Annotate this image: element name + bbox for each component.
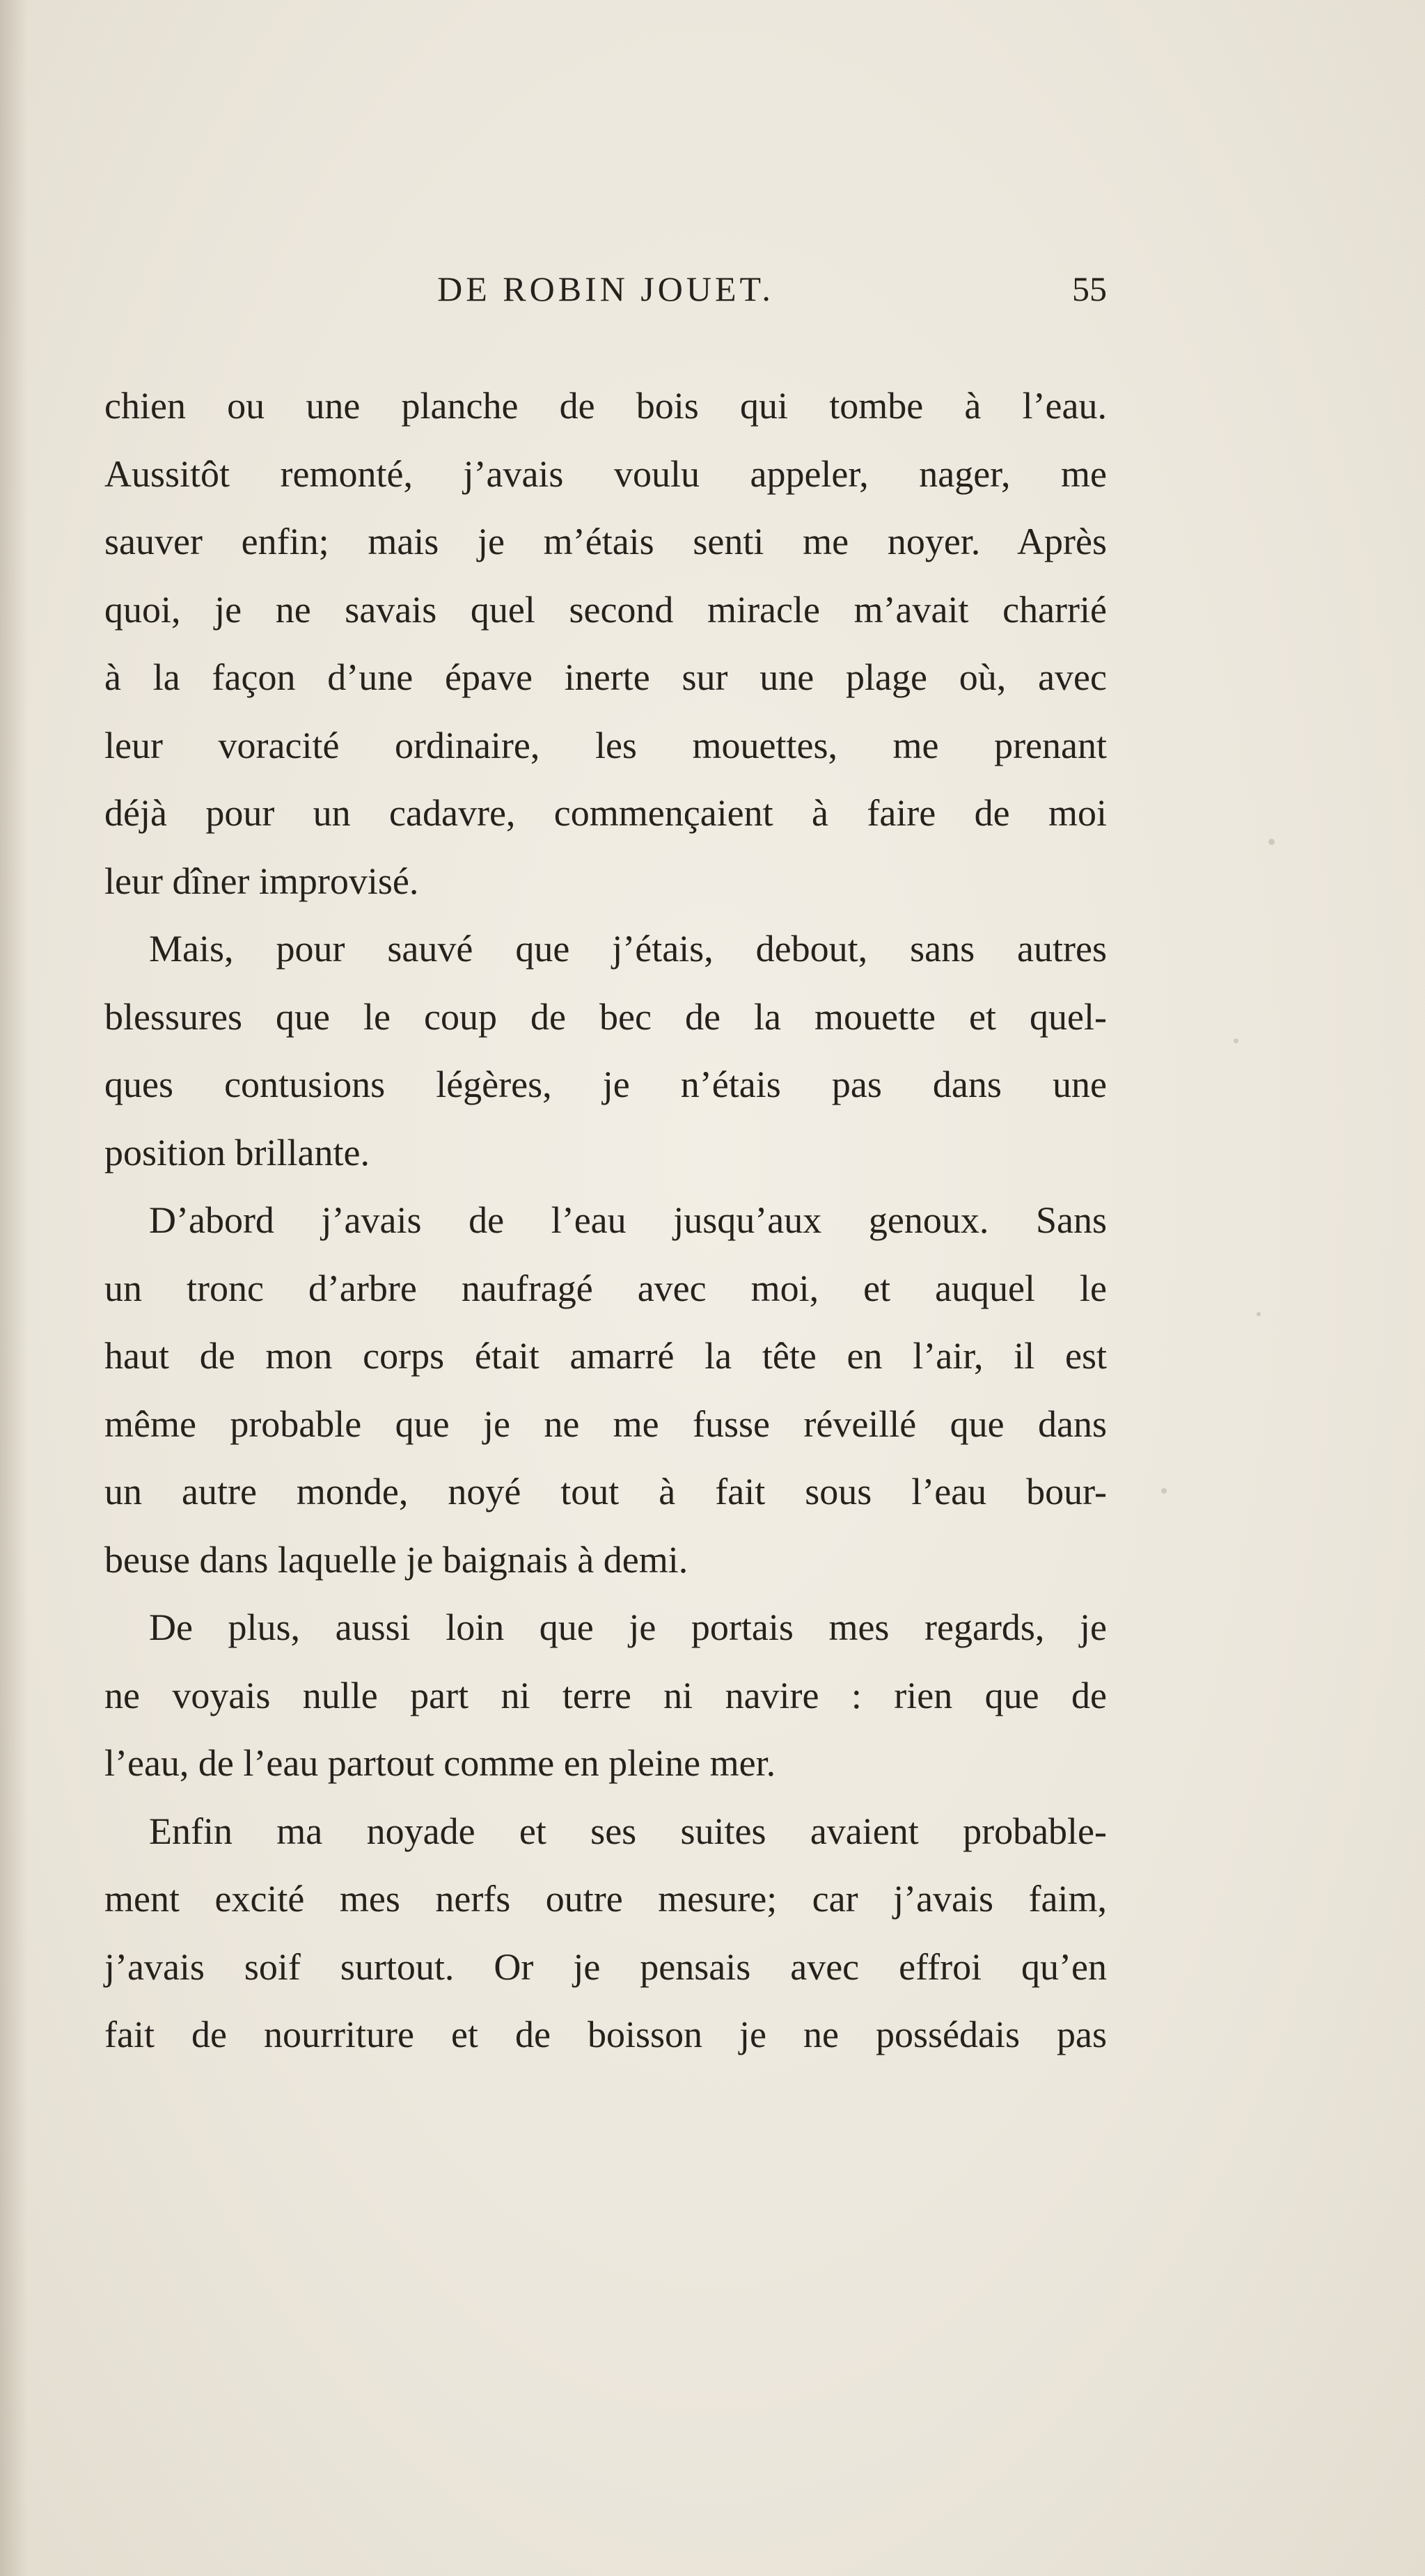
paper-speck (1234, 1038, 1238, 1043)
text-line: leur voracité ordinaire, les mouettes, me prenant (104, 724, 1107, 766)
text-line: un autre monde, noyé tout à fait sous l’eau bour- (104, 1471, 1107, 1512)
text-line: blessures que le coup de bec de la mouette et quel- (104, 995, 1107, 1038)
text-line: leur dîner improvisé. (104, 860, 419, 902)
text-line: même probable que je ne me fusse réveillé que dans (104, 1402, 1107, 1445)
text-line: j’avais soif surtout. Or je pensais avec effroi qu’en (104, 1945, 1107, 1988)
paper-speck (1268, 839, 1275, 845)
text-line: sauver enfin; mais je m’étais senti me noyer. Après (104, 521, 1107, 562)
text-line: quoi, je ne savais quel second miracle m’avait charrié (104, 588, 1107, 631)
text-line: ques contusions légères, je n’étais pas dans une (104, 1064, 1107, 1105)
text-line: déjà pour un cadavre, commençaient à faire de moi (104, 792, 1107, 834)
gutter-shadow (0, 0, 28, 2576)
paper-speck (1257, 1312, 1261, 1316)
text-line: position brillante. (104, 1131, 370, 1174)
text-line: fait de nourriture et de boisson je ne possédais pas (104, 2014, 1107, 2055)
paragraph-start-line: D’abord j’avais de l’eau jusqu’aux genoux. Sans (149, 1199, 1107, 1241)
text-line: haut de mon corps était amarré la tête en l’air, il est (104, 1335, 1107, 1377)
paragraph-start-line: Enfin ma noyade et ses suites avaient probable- (149, 1810, 1107, 1852)
text-line: un tronc d’arbre naufragé avec moi, et auquel le (104, 1267, 1107, 1309)
text-line: chien ou une planche de bois qui tombe à l’eau. (104, 385, 1107, 427)
text-line: à la façon d’une épave inerte sur une plage où, avec (104, 656, 1107, 698)
paragraph-start-line: De plus, aussi loin que je portais mes regards, je (149, 1606, 1107, 1648)
running-title: DE ROBIN JOUET. (437, 269, 774, 308)
page-number: 55 (1072, 269, 1107, 308)
text-line: beuse dans laquelle je baignais à demi. (104, 1538, 688, 1581)
text-body (104, 372, 1107, 2069)
paper-speck (1161, 1488, 1167, 1494)
text-line: l’eau, de l’eau partout comme en pleine mer. (104, 1742, 776, 1784)
text-line: Aussitôt remonté, j’avais voulu appeler, nager, me (104, 452, 1107, 495)
running-head (104, 264, 1107, 313)
text-line: ment excité mes nerfs outre mesure; car j’avais faim, (104, 1878, 1107, 1920)
text-line: ne voyais nulle part ni terre ni navire : rien que de (104, 1674, 1107, 1716)
paragraph-start-line: Mais, pour sauvé que j’étais, debout, sans autres (149, 928, 1107, 970)
